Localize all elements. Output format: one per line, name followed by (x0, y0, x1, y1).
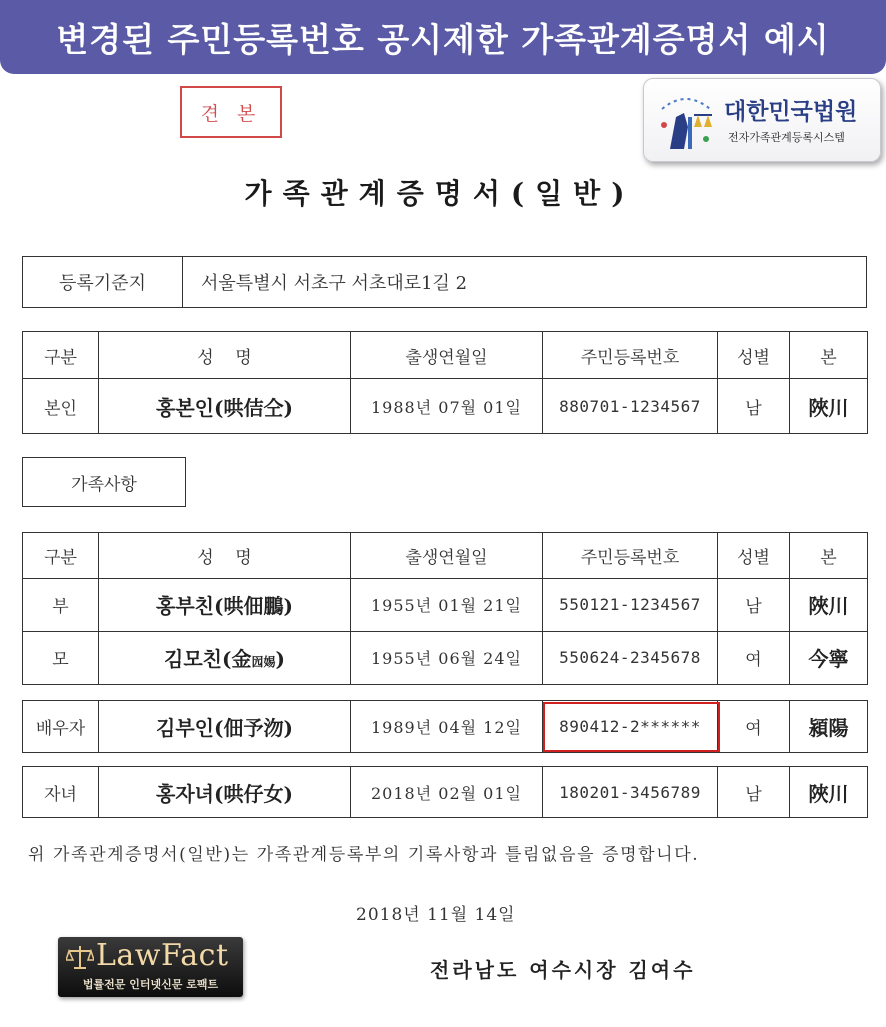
row-origin: 陜川 (790, 578, 868, 631)
registry-label: 등록기준지 (23, 257, 183, 308)
row-name-small: 囥㛫 (251, 655, 276, 670)
banner-title: 변경된 주민등록번호 공시제한 가족관계증명서 예시 (56, 19, 830, 59)
row-type: 자녀 (23, 767, 99, 818)
header-origin: 본 (790, 332, 868, 379)
row-name: 홍본인(哄佶仝) (99, 379, 351, 434)
row-rrn-masked: 890412-2****** (543, 701, 718, 753)
row-gender: 남 (718, 379, 790, 434)
row-rrn: 180201-3456789 (543, 767, 718, 818)
row-name (99, 631, 351, 684)
row-rrn: 550624-2345678 (543, 631, 718, 684)
signer-name: 전라남도 여수시장 김여수 (430, 958, 696, 982)
lawfact-subtitle: 법률전문 인터넷신문 로팩트 (82, 978, 219, 991)
certification-text: 위 가족관계증명서(일반)는 가족관계등록부의 기록사항과 틀림없음을 증명합니다. (28, 845, 700, 865)
row-birth: 1955년 01월 21일 (351, 578, 543, 631)
row-birth: 1988년 07월 01일 (351, 379, 543, 434)
self-table (22, 331, 868, 434)
row-birth: 1989년 04월 12일 (351, 701, 543, 753)
court-emblem-icon (654, 87, 718, 155)
row-origin: 潁陽 (790, 701, 868, 753)
header-rrn: 주민등록번호 (543, 533, 718, 579)
row-gender: 여 (718, 701, 790, 753)
row-origin: 陜川 (790, 767, 868, 818)
court-name: 대한민국법원 (724, 99, 858, 125)
row-name: 김부인(佃予沕) (99, 701, 351, 753)
row-name: 홍자녀(哄仔女) (99, 767, 351, 818)
row-gender: 남 (718, 578, 790, 631)
scale-icon (66, 943, 94, 971)
row-origin: 今寧 (790, 631, 868, 684)
row-name-end: ) (275, 647, 285, 672)
document-title: 가족관계증명서(일반) (244, 177, 636, 210)
family-table (22, 532, 868, 685)
header-origin: 본 (790, 533, 868, 579)
spouse-table (22, 700, 868, 753)
sample-stamp: 견 본 (180, 86, 282, 138)
issue-date: 2018년 11월 14일 (356, 905, 516, 925)
child-table (22, 766, 868, 818)
family-section-label: 가족사항 (22, 457, 186, 507)
lawfact-name: LawFact (96, 938, 229, 973)
court-logo (643, 78, 881, 162)
header-birth: 출생연월일 (351, 533, 543, 579)
header-birth: 출생연월일 (351, 332, 543, 379)
row-rrn: 550121-1234567 (543, 578, 718, 631)
row-name-main: 김모친(金 (164, 647, 252, 672)
row-type: 본인 (23, 379, 99, 434)
row-gender: 남 (718, 767, 790, 818)
header-gender: 성별 (718, 332, 790, 379)
header-name: 성 명 (99, 332, 351, 379)
row-birth: 2018년 02월 01일 (351, 767, 543, 818)
masked-rrn-highlight (543, 702, 720, 752)
row-origin: 陜川 (790, 379, 868, 434)
row-type: 모 (23, 631, 99, 684)
row-name: 홍부친(哄佃鵬) (99, 578, 351, 631)
row-gender: 여 (718, 631, 790, 684)
registry-value: 서울특별시 서초구 서초대로1길 2 (183, 257, 867, 308)
table-row (23, 631, 868, 684)
lawfact-logo (58, 937, 243, 997)
row-type: 부 (23, 578, 99, 631)
table-header-row (23, 332, 868, 379)
header-name: 성 명 (99, 533, 351, 579)
table-row (23, 701, 868, 753)
row-rrn: 880701-1234567 (543, 379, 718, 434)
court-subtitle: 전자가족관계등록시스템 (728, 131, 845, 144)
registry-table (22, 256, 867, 308)
header-gender: 성별 (718, 533, 790, 579)
header-type: 구분 (23, 533, 99, 579)
table-row (23, 578, 868, 631)
header-type: 구분 (23, 332, 99, 379)
header-rrn: 주민등록번호 (543, 332, 718, 379)
table-row (23, 379, 868, 434)
table-header-row (23, 533, 868, 579)
title-banner (0, 0, 886, 74)
table-row (23, 767, 868, 818)
row-birth: 1955년 06월 24일 (351, 631, 543, 684)
row-type: 배우자 (23, 701, 99, 753)
